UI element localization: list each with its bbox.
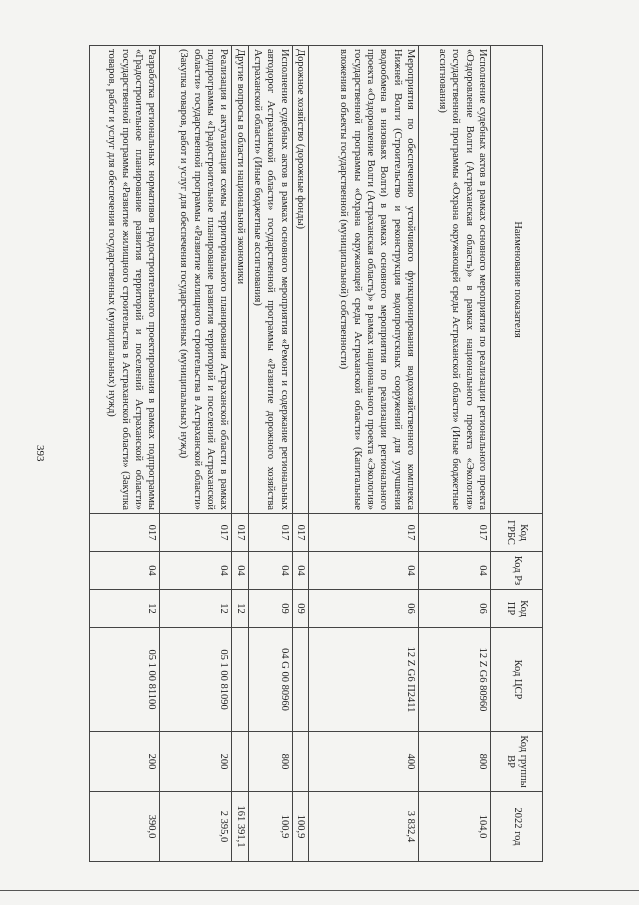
header-pr: Код ПР: [491, 590, 543, 628]
header-rz: Код Рз: [491, 552, 543, 590]
row-rz: 04: [419, 552, 491, 590]
row-vr: 800: [248, 732, 292, 792]
header-year: 2022 год: [491, 792, 543, 862]
header-vr: Код группы ВР: [491, 732, 543, 792]
row-rz: 04: [248, 552, 292, 590]
table-row: [160, 46, 232, 862]
row-vr: [292, 732, 308, 792]
row-name: Дорожное хозяйство (дорожные фонды): [292, 46, 308, 514]
row-rz: 04: [232, 552, 248, 590]
table-row: [232, 46, 248, 862]
row-name: Исполнение судебных актов в рамках основного мероприятия по реализации регионального проекта «Оздоровление Волги (Астраханская область)» в рамках национального проекта «Экология» государственной программы «Охрана окружающей среды Астраханской области» (Иные бюджетные ассигнования): [419, 46, 491, 514]
header-csr: Код ЦСР: [491, 628, 543, 732]
row-value: 3 832,4: [309, 792, 419, 862]
row-vr: 400: [309, 732, 419, 792]
row-pr: 12: [160, 590, 232, 628]
table-row: [292, 46, 308, 862]
table-header-row: [491, 46, 543, 862]
row-vr: 800: [419, 732, 491, 792]
page-bottom-rule: [0, 890, 639, 891]
row-csr: 05 1 00 81090: [160, 628, 232, 732]
row-pr: 12: [232, 590, 248, 628]
table-row: [419, 46, 491, 862]
row-pr: 09: [248, 590, 292, 628]
row-name: Мероприятия по обеспечению устойчивого функционирования водохозяйственного комплекса Нижней Волги (Строительство и реконструкция водопропускных сооружений для улучшения водообмена в низовьях Волги) в рамках основного мероприятия по реализации регионального проекта «Оздоровление Волги (Астраханская область)» в рамках национального проекта «Экология» государственной программы «Охрана окружающей среды Астраханской области» (Капитальные вложения в объекты государственной (муниципальной) собственности): [309, 46, 419, 514]
row-value: 161 391,1: [232, 792, 248, 862]
row-pr: 06: [309, 590, 419, 628]
row-grbs: 017: [90, 514, 160, 552]
row-name: Реализация и актуализация схемы территориального планирования Астраханской области в рамках подпрограммы «Градостроительное планирование развития территорий и поселений Астраханской области» государственной программы «Развитие жилищного строительства в Астраханской области» (Закупка товаров, работ и услуг для обеспечения государственных (муниципальных) нужд): [160, 46, 232, 514]
row-grbs: 017: [309, 514, 419, 552]
row-name: Другие вопросы в области национальной экономики: [232, 46, 248, 514]
row-name: Исполнение судебных актов в рамках основного мероприятия «Ремонт и содержание региональных автодорог Астраханской области» государственной программы «Развитие дорожного хозяйства Астраханской области» (Иные бюджетные ассигнования): [248, 46, 292, 514]
row-grbs: 017: [232, 514, 248, 552]
row-rz: 04: [90, 552, 160, 590]
row-value: 100,9: [248, 792, 292, 862]
page-number: 393: [34, 445, 46, 462]
row-value: 100,9: [292, 792, 308, 862]
rotated-table-container: [95, 45, 543, 861]
row-csr: [232, 628, 248, 732]
table-row: [90, 46, 160, 862]
row-grbs: 017: [248, 514, 292, 552]
row-pr: 09: [292, 590, 308, 628]
row-value: 390,0: [90, 792, 160, 862]
budget-table: [89, 45, 543, 862]
row-rz: 04: [309, 552, 419, 590]
header-name: Наименование показателя: [491, 46, 543, 514]
row-pr: 06: [419, 590, 491, 628]
row-vr: 200: [90, 732, 160, 792]
row-vr: 200: [160, 732, 232, 792]
row-csr: 05 1 00 81100: [90, 628, 160, 732]
table-row: [309, 46, 419, 862]
row-csr: 12 Z G6 П2411: [309, 628, 419, 732]
row-vr: [232, 732, 248, 792]
row-rz: 04: [160, 552, 232, 590]
row-grbs: 017: [419, 514, 491, 552]
row-grbs: 017: [292, 514, 308, 552]
row-name: Разработка региональных нормативов градостроительного проектирования в рамках подпрограммы «Градостроительное планирование развития территорий и поселений Астраханской области» государственной программы «Развитие жилищного строительства в Астраханской области» (Закупка товаров, работ и услуг для обеспечения государственных (муниципальных) нужд): [90, 46, 160, 514]
row-value: 104,0: [419, 792, 491, 862]
row-value: 2 395,0: [160, 792, 232, 862]
header-grbs: Код ГРБС: [491, 514, 543, 552]
table-row: [248, 46, 292, 862]
row-csr: 04 G 00 80960: [248, 628, 292, 732]
row-pr: 12: [90, 590, 160, 628]
row-grbs: 017: [160, 514, 232, 552]
row-csr: [292, 628, 308, 732]
row-rz: 04: [292, 552, 308, 590]
row-csr: 12 Z G6 80960: [419, 628, 491, 732]
